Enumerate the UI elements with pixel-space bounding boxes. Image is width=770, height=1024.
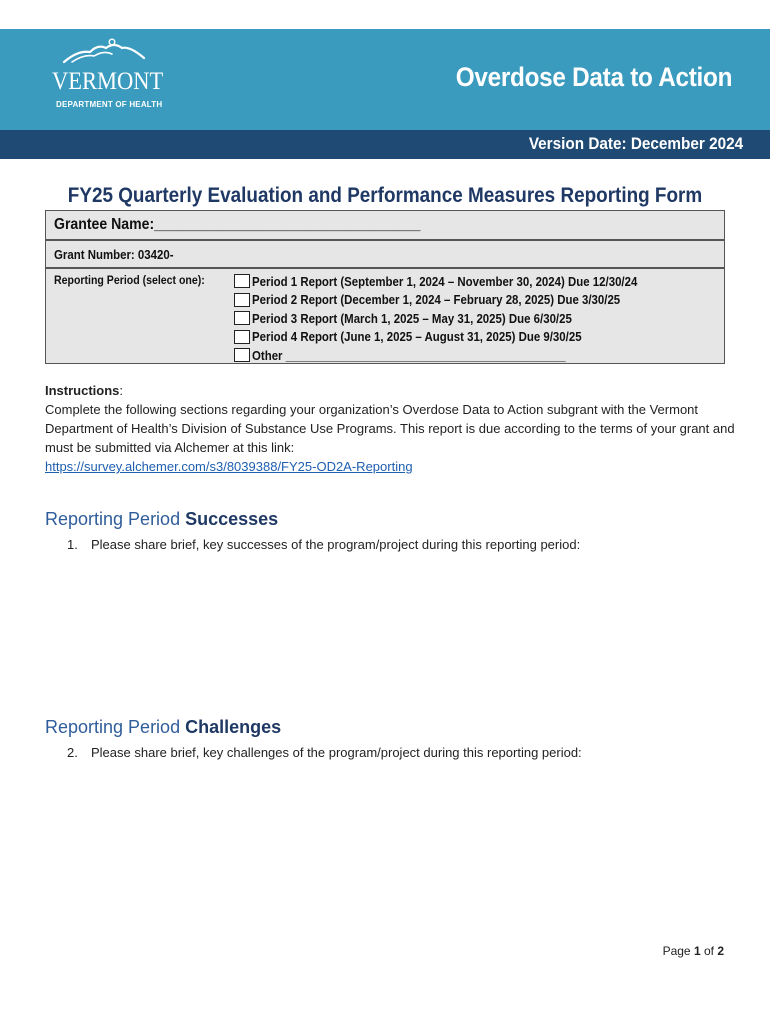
- period-4-checkbox[interactable]: [234, 330, 250, 344]
- period-4-label: Period 4 Report (June 1, 2025 – August 31, 2025) Due 9/30/25: [252, 329, 582, 345]
- page-word: Page: [662, 944, 694, 958]
- grant-number-field[interactable]: Grant Number: 03420-: [54, 247, 174, 262]
- successes-heading-prefix: Reporting Period: [45, 509, 186, 529]
- question-1-number: 1.: [67, 537, 78, 552]
- page-current: 1: [693, 944, 701, 958]
- alchemer-survey-link[interactable]: https://survey.alchemer.com/s3/8039388/FY25-OD2A-Reporting: [45, 459, 413, 474]
- period-3-option[interactable]: [234, 309, 690, 328]
- page-total: 2: [717, 944, 724, 958]
- question-2-text: Please share brief, key challenges of the program/project during this reporting period:: [91, 745, 582, 760]
- logo-vermont-text: VERMONT: [52, 68, 164, 95]
- successes-question: [67, 537, 580, 552]
- reporting-period-label: Reporting Period (select one):: [54, 273, 205, 287]
- reporting-period-options: [234, 272, 690, 365]
- period-4-option[interactable]: [234, 328, 690, 347]
- period-other-option[interactable]: [234, 346, 690, 365]
- instructions-heading: Instructions: [45, 383, 120, 398]
- period-other-label: Other ____________________________________________: [252, 347, 566, 363]
- logo-department-text: DEPARTMENT OF HEALTH: [56, 100, 163, 109]
- table-divider: [46, 239, 724, 241]
- page-of: of: [700, 944, 718, 958]
- question-1-text: Please share brief, key successes of the program/project during this reporting period:: [91, 537, 581, 552]
- challenges-heading: [45, 717, 281, 738]
- period-2-option[interactable]: [234, 291, 690, 310]
- period-other-checkbox[interactable]: [234, 348, 250, 362]
- period-3-checkbox[interactable]: [234, 311, 250, 325]
- challenges-heading-bold: Challenges: [185, 717, 282, 737]
- grantee-info-table: [45, 210, 725, 364]
- instructions-body: Complete the following sections regarding your organization’s Overdose Data to Action subgrant with the Vermont Department of Health’s Division of Substance Use Programs. This report is due according to the terms of your grant and must be submitted via Alchemer at this link:: [45, 402, 735, 455]
- challenges-question: [67, 745, 582, 760]
- banner-title: Overdose Data to Action: [455, 62, 732, 92]
- period-3-label: Period 3 Report (March 1, 2025 – May 31, 2025) Due 6/30/25: [252, 310, 572, 326]
- successes-heading: [45, 509, 278, 530]
- grantee-name-field[interactable]: Grantee Name:__________________________________: [54, 216, 421, 233]
- instructions-colon: :: [119, 383, 124, 398]
- period-1-label: Period 1 Report (September 1, 2024 – November 30, 2024) Due 12/30/24: [252, 273, 638, 289]
- period-2-label: Period 2 Report (December 1, 2024 – February 28, 2025) Due 3/30/25: [252, 292, 621, 308]
- vermont-health-logo: [50, 38, 165, 113]
- period-1-option[interactable]: [234, 272, 690, 291]
- page-number: [663, 944, 724, 958]
- instructions-heading-line: [45, 381, 735, 400]
- form-title: FY25 Quarterly Evaluation and Performance Measures Reporting Form: [67, 184, 703, 207]
- version-date: Version Date: December 2024: [528, 134, 743, 153]
- table-divider: [46, 267, 724, 269]
- period-2-checkbox[interactable]: [234, 293, 250, 307]
- successes-heading-bold: Successes: [185, 509, 279, 529]
- instructions-block: [45, 381, 735, 476]
- period-1-checkbox[interactable]: [234, 274, 250, 288]
- challenges-heading-prefix: Reporting Period: [45, 717, 186, 737]
- question-2-number: 2.: [67, 745, 78, 760]
